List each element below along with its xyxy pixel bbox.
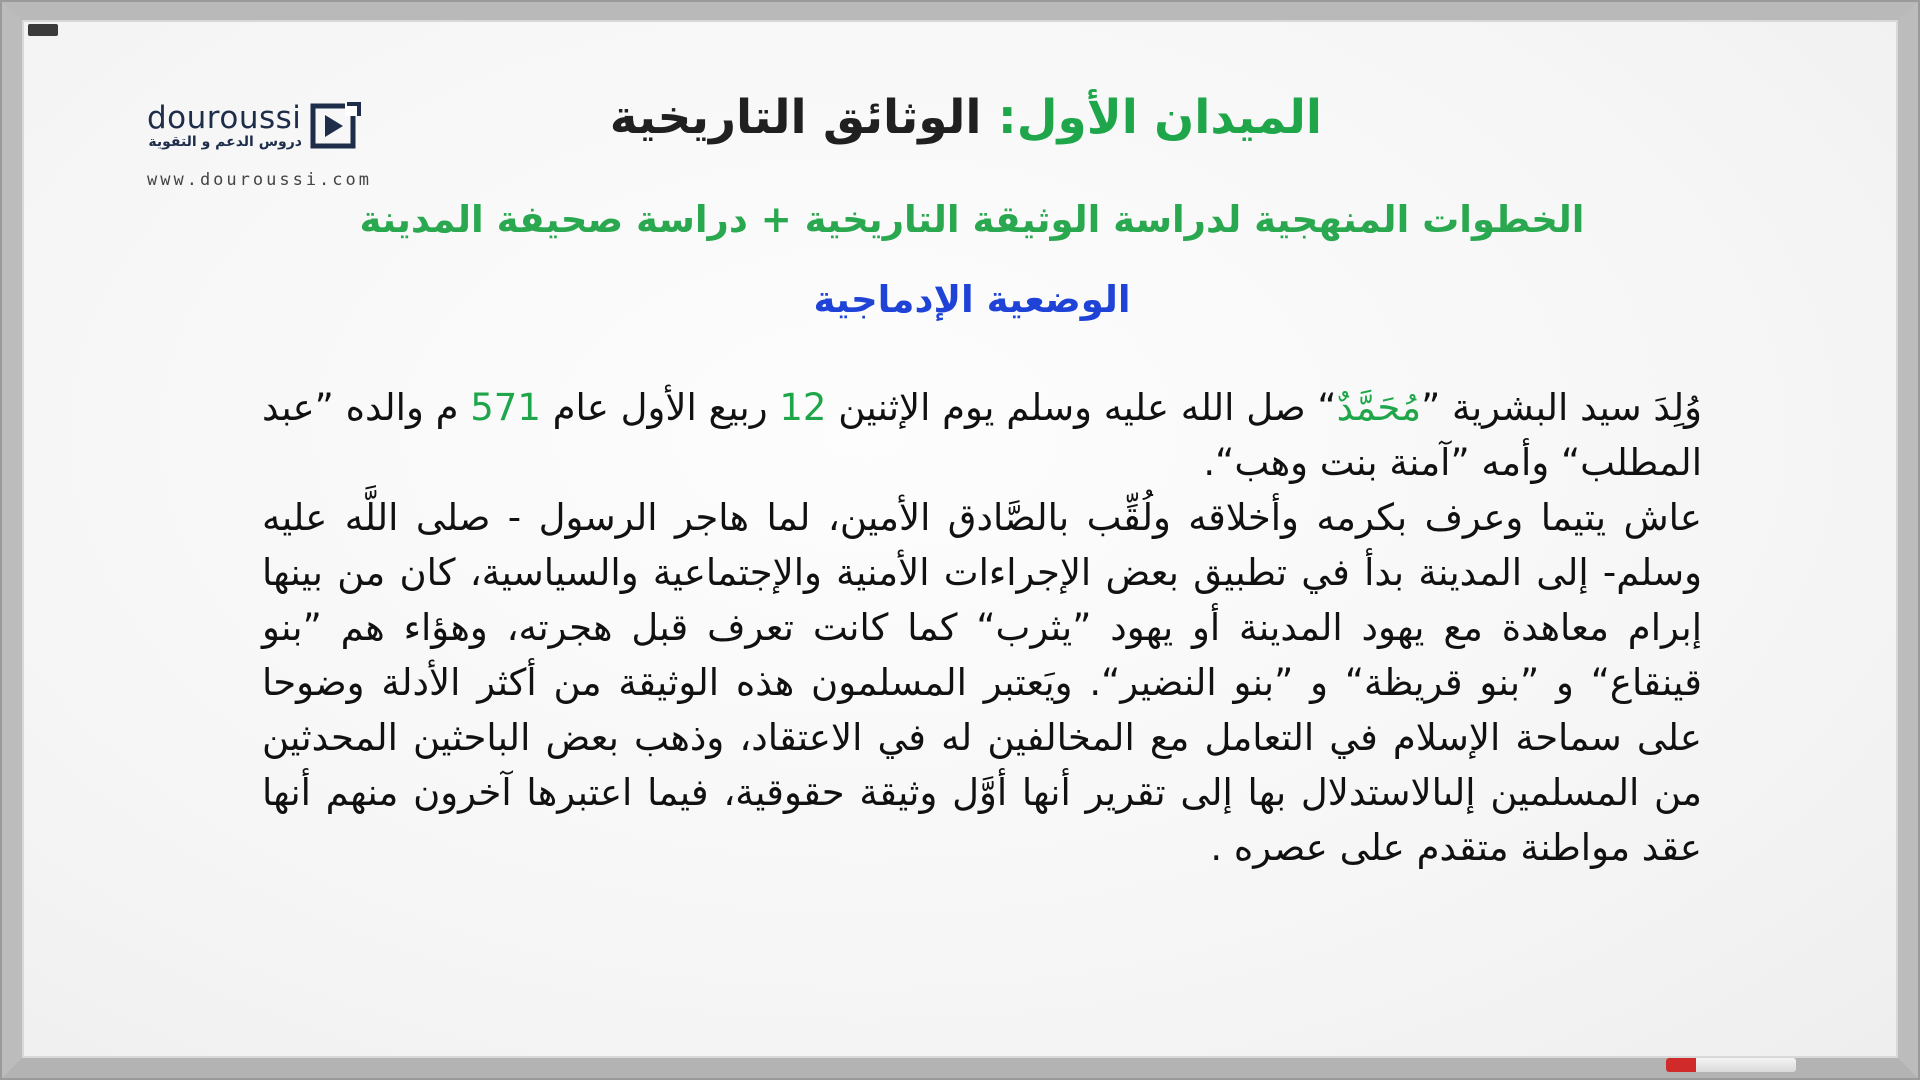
section-heading: الوضعية الإدماجية bbox=[813, 278, 1131, 321]
paragraph-medina-charter: عاش يتيما وعرف بكرمه وأخلاقه ولُقِّب بالصَّادق الأمين، لما هاجر الرسول - صلى اللَّه عليه وسلم- إلى المدينة بدأ في تطبيق بعض الإجراءات الأمنية والإجتماعية والسياسية، كان من بينها إبرام معاهدة مع يهود المدينة أو يهود ”يثرب“ كما كانت تعرف قبل هجرته، وهؤاء هم ”بنو قينقاع“ و ”بنو قريظة“ و ”بنو النضير“. ويَعتبر المسلمون هذه الوثيقة من أكثر الأدلة وضوحا على سماحة الإسلام في التعامل مع المخالفين له في الاعتقاد، وذهب بعض الباحثين المحدثين من المسلمين إلىالاستدلال بها إلى تقرير أنها أوَّل وثيقة حقوقية، فيما اعتبرها آخرون منهم أنها عقد مواطنة متقدم على عصره . bbox=[262, 496, 1702, 869]
p1-year: 571 bbox=[470, 386, 541, 429]
title-rest: الوثائق التاريخية bbox=[609, 90, 998, 145]
p1-text-4: م والده ”عبد المطلب“ وأمه ”آمنة بنت وهب“. bbox=[261, 386, 1702, 484]
logo-url[interactable]: www.douroussi.com bbox=[147, 170, 372, 190]
frame-bolt bbox=[28, 24, 58, 36]
p1-day: 12 bbox=[779, 386, 827, 429]
p1-text-2: “ صل الله عليه وسلم يوم الإثنين bbox=[826, 386, 1337, 429]
p1-name: مُحَمَّدٌ bbox=[1336, 386, 1422, 429]
title-accent: الميدان الأول: bbox=[997, 90, 1322, 145]
marker-cap bbox=[1666, 1058, 1696, 1072]
logo-wordmark: douroussi bbox=[147, 100, 302, 136]
logo-tagline: دروس الدعم و التقوية bbox=[148, 134, 302, 150]
page-subtitle: الخطوات المنهجية لدراسة الوثيقة التاريخية + دراسة صحيفة المدينة bbox=[359, 198, 1585, 241]
p1-text-3: ربيع الأول عام bbox=[540, 386, 780, 429]
p1-text-1: وُلِدَ سيد البشرية ” bbox=[1421, 386, 1702, 429]
